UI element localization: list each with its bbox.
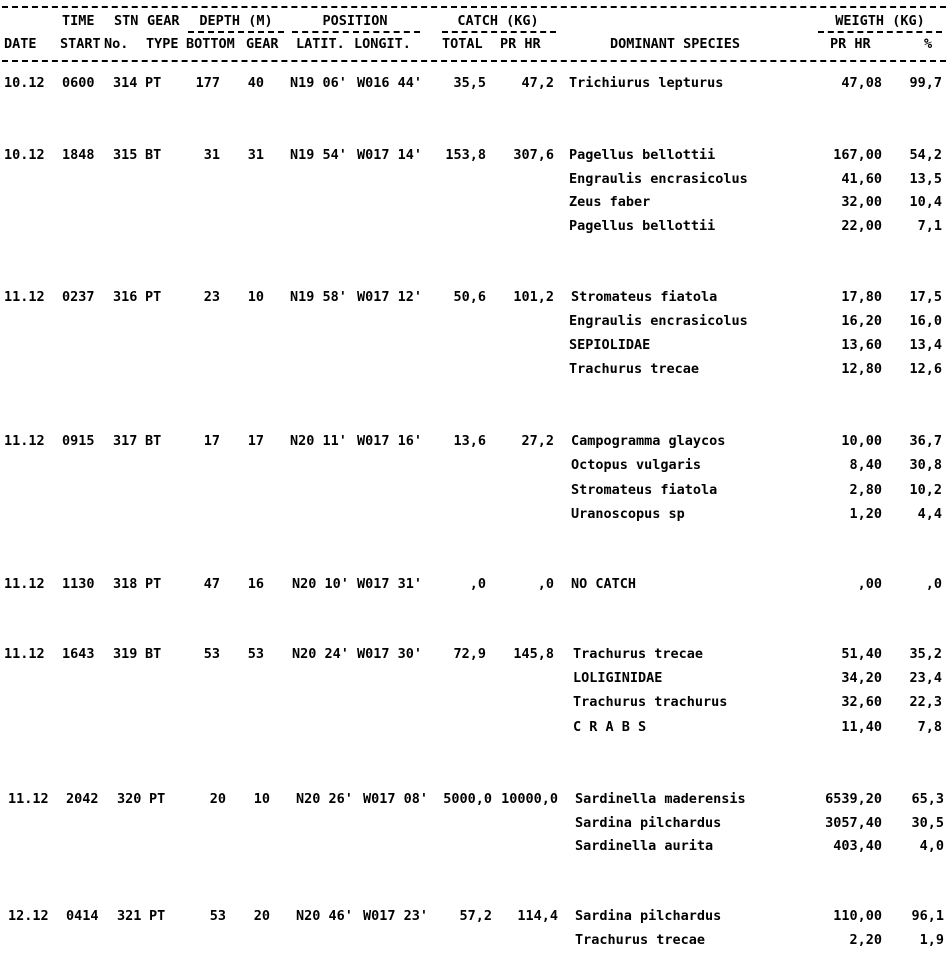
- station-number: 315: [113, 147, 138, 163]
- station-catch-prhr: 307,6: [513, 147, 554, 163]
- station-longitude: W016 44': [357, 75, 423, 91]
- species-weight: 12,80: [841, 361, 882, 377]
- species-name: Sardina pilchardus: [575, 908, 722, 924]
- species-percent: 36,7: [909, 433, 942, 449]
- species-weight: 2,80: [849, 482, 882, 498]
- header-depth-group: DEPTH (M): [199, 13, 273, 29]
- station-time: 0414: [66, 908, 99, 924]
- header-weight-prhr-label: PR HR: [830, 36, 871, 52]
- species-percent: 1,9: [919, 932, 944, 948]
- species-name: C R A B S: [573, 719, 647, 735]
- species-weight: 13,60: [841, 337, 882, 353]
- species-name: LOLIGINIDAE: [573, 670, 663, 686]
- species-percent: 54,2: [909, 147, 942, 163]
- station-gear: BT: [145, 147, 162, 163]
- station-time: 2042: [66, 791, 99, 807]
- header-gear-label: GEAR: [147, 13, 180, 29]
- station-number: 316: [113, 289, 138, 305]
- species-name: NO CATCH: [571, 576, 637, 592]
- species-percent: 22,3: [909, 694, 942, 710]
- species-name: Engraulis encrasicolus: [569, 171, 748, 187]
- station-number: 320: [117, 791, 142, 807]
- station-time: 0600: [62, 75, 95, 91]
- species-percent: 13,5: [909, 171, 942, 187]
- header-start-label: START: [60, 36, 101, 52]
- header-longit-label: LONGIT.: [354, 36, 411, 52]
- station-longitude: W017 16': [357, 433, 423, 449]
- header-latit-label: LATIT.: [296, 36, 345, 52]
- species-weight: 51,40: [841, 646, 882, 662]
- species-name: Pagellus bellottii: [569, 147, 716, 163]
- header-catch-prhr-label: PR HR: [500, 36, 541, 52]
- station-catch-total: 5000,0: [443, 791, 492, 807]
- species-name: Pagellus bellottii: [569, 218, 716, 234]
- species-percent: 16,0: [909, 313, 942, 329]
- station-longitude: W017 30': [357, 646, 423, 662]
- species-weight: 11,40: [841, 719, 882, 735]
- station-bottom-depth: 53: [203, 646, 220, 662]
- species-percent: 10,4: [909, 194, 942, 210]
- species-weight: 403,40: [833, 838, 882, 854]
- station-catch-prhr: 47,2: [521, 75, 554, 91]
- station-bottom-depth: 31: [203, 147, 220, 163]
- header-stn-no-label: No.: [104, 36, 129, 52]
- catch-group-underline: [442, 31, 556, 33]
- species-percent: 30,8: [909, 457, 942, 473]
- species-name: Sardina pilchardus: [575, 815, 722, 831]
- station-gear-depth: 31: [247, 147, 264, 163]
- station-gear: BT: [145, 646, 162, 662]
- station-catch-prhr: 101,2: [513, 289, 554, 305]
- station-catch-prhr: 27,2: [521, 433, 554, 449]
- station-gear: BT: [145, 433, 162, 449]
- station-bottom-depth: 47: [203, 576, 220, 592]
- station-catch-total: 50,6: [453, 289, 486, 305]
- station-latitude: N19 54': [290, 147, 347, 163]
- station-latitude: N19 06': [290, 75, 347, 91]
- species-weight: 6539,20: [825, 791, 882, 807]
- station-date: 12.12: [8, 908, 49, 924]
- header-catch-group: CATCH (KG): [457, 13, 539, 29]
- station-gear: PT: [149, 908, 166, 924]
- station-latitude: N20 10': [292, 576, 349, 592]
- station-gear: PT: [145, 75, 162, 91]
- station-latitude: N19 58': [290, 289, 347, 305]
- species-weight: 16,20: [841, 313, 882, 329]
- species-percent: 65,3: [911, 791, 944, 807]
- station-bottom-depth: 177: [195, 75, 220, 91]
- species-name: Zeus faber: [569, 194, 651, 210]
- species-percent: 35,2: [909, 646, 942, 662]
- station-date: 11.12: [4, 576, 45, 592]
- weight-group-underline: [818, 31, 942, 33]
- station-date: 11.12: [4, 646, 45, 662]
- species-weight: ,00: [857, 576, 882, 592]
- station-catch-prhr: 10000,0: [501, 791, 558, 807]
- station-bottom-depth: 53: [209, 908, 226, 924]
- header-date-label: DATE: [4, 36, 37, 52]
- depth-group-underline: [188, 31, 284, 33]
- station-catch-prhr: 145,8: [513, 646, 554, 662]
- species-name: Trichiurus lepturus: [569, 75, 724, 91]
- station-date: 11.12: [8, 791, 49, 807]
- station-number: 317: [113, 433, 138, 449]
- species-percent: 96,1: [911, 908, 944, 924]
- species-name: Engraulis encrasicolus: [569, 313, 748, 329]
- station-gear: PT: [145, 576, 162, 592]
- header-stn-label: STN: [114, 13, 139, 29]
- station-bottom-depth: 23: [203, 289, 220, 305]
- header-time-label: TIME: [62, 13, 95, 29]
- header-position-group: POSITION: [322, 13, 388, 29]
- species-weight: 17,80: [841, 289, 882, 305]
- station-latitude: N20 11': [290, 433, 347, 449]
- species-percent: 30,5: [911, 815, 944, 831]
- species-percent: 4,0: [919, 838, 944, 854]
- station-catch-prhr: ,0: [537, 576, 554, 592]
- header-total-label: TOTAL: [442, 36, 483, 52]
- header-rule: [2, 60, 946, 62]
- species-weight: 10,00: [841, 433, 882, 449]
- station-bottom-depth: 17: [203, 433, 220, 449]
- header-weight-pct-label: %: [924, 36, 933, 52]
- species-percent: 99,7: [909, 75, 942, 91]
- station-longitude: W017 12': [357, 289, 423, 305]
- species-percent: 4,4: [917, 506, 942, 522]
- station-gear: PT: [145, 289, 162, 305]
- species-weight: 1,20: [849, 506, 882, 522]
- station-gear-depth: 53: [247, 646, 264, 662]
- species-weight: 41,60: [841, 171, 882, 187]
- species-weight: 32,00: [841, 194, 882, 210]
- station-catch-total: ,0: [469, 576, 486, 592]
- species-percent: 17,5: [909, 289, 942, 305]
- species-name: Octopus vulgaris: [571, 457, 702, 473]
- species-name: Trachurus trecae: [573, 646, 704, 662]
- species-weight: 110,00: [833, 908, 882, 924]
- species-name: Stromateus fiatola: [571, 482, 718, 498]
- species-percent: 7,1: [917, 218, 942, 234]
- station-longitude: W017 14': [357, 147, 423, 163]
- station-catch-total: 72,9: [453, 646, 486, 662]
- species-name: Sardinella aurita: [575, 838, 714, 854]
- station-gear: PT: [149, 791, 166, 807]
- station-catch-total: 13,6: [453, 433, 486, 449]
- species-name: Sardinella maderensis: [575, 791, 746, 807]
- station-gear-depth: 20: [253, 908, 270, 924]
- station-catch-total: 57,2: [459, 908, 492, 924]
- header-gear-type-label: TYPE: [146, 36, 179, 52]
- station-date: 11.12: [4, 289, 45, 305]
- station-latitude: N20 46': [296, 908, 353, 924]
- species-weight: 34,20: [841, 670, 882, 686]
- station-time: 1643: [62, 646, 95, 662]
- species-weight: 47,08: [841, 75, 882, 91]
- header-weight-group: WEIGTH (KG): [835, 13, 925, 29]
- species-name: Trachurus trachurus: [573, 694, 728, 710]
- station-number: 319: [113, 646, 138, 662]
- species-weight: 2,20: [849, 932, 882, 948]
- species-weight: 32,60: [841, 694, 882, 710]
- species-percent: 23,4: [909, 670, 942, 686]
- station-time: 1130: [62, 576, 95, 592]
- station-gear-depth: 10: [247, 289, 264, 305]
- station-latitude: N20 24': [292, 646, 349, 662]
- station-number: 314: [113, 75, 138, 91]
- station-date: 11.12: [4, 433, 45, 449]
- header-depth-gear-label: GEAR: [246, 36, 279, 52]
- station-latitude: N20 26': [296, 791, 353, 807]
- species-name: Trachurus trecae: [575, 932, 706, 948]
- station-gear-depth: 40: [247, 75, 264, 91]
- station-catch-prhr: 114,4: [517, 908, 558, 924]
- species-percent: 12,6: [909, 361, 942, 377]
- species-weight: 22,00: [841, 218, 882, 234]
- species-percent: 13,4: [909, 337, 942, 353]
- species-percent: ,0: [925, 576, 942, 592]
- station-date: 10.12: [4, 147, 45, 163]
- station-time: 0915: [62, 433, 95, 449]
- species-name: Stromateus fiatola: [571, 289, 718, 305]
- species-percent: 7,8: [917, 719, 942, 735]
- position-group-underline: [292, 31, 420, 33]
- station-number: 318: [113, 576, 138, 592]
- station-catch-total: 153,8: [445, 147, 486, 163]
- station-gear-depth: 17: [247, 433, 264, 449]
- species-name: Trachurus trecae: [569, 361, 700, 377]
- station-time: 1848: [62, 147, 95, 163]
- station-bottom-depth: 20: [209, 791, 226, 807]
- station-gear-depth: 16: [247, 576, 264, 592]
- station-catch-total: 35,5: [453, 75, 486, 91]
- station-date: 10.12: [4, 75, 45, 91]
- species-percent: 10,2: [909, 482, 942, 498]
- species-weight: 167,00: [833, 147, 882, 163]
- station-longitude: W017 08': [363, 791, 429, 807]
- station-time: 0237: [62, 289, 95, 305]
- header-species-label: DOMINANT SPECIES: [610, 36, 741, 52]
- species-weight: 8,40: [849, 457, 882, 473]
- station-longitude: W017 23': [363, 908, 429, 924]
- species-name: SEPIOLIDAE: [569, 337, 651, 353]
- station-longitude: W017 31': [357, 576, 423, 592]
- species-name: Campogramma glaycos: [571, 433, 726, 449]
- species-name: Uranoscopus sp: [571, 506, 685, 522]
- station-number: 321: [117, 908, 142, 924]
- top-rule: [2, 6, 946, 8]
- header-depth-bottom-label: BOTTOM: [186, 36, 235, 52]
- station-gear-depth: 10: [253, 791, 270, 807]
- species-weight: 3057,40: [825, 815, 882, 831]
